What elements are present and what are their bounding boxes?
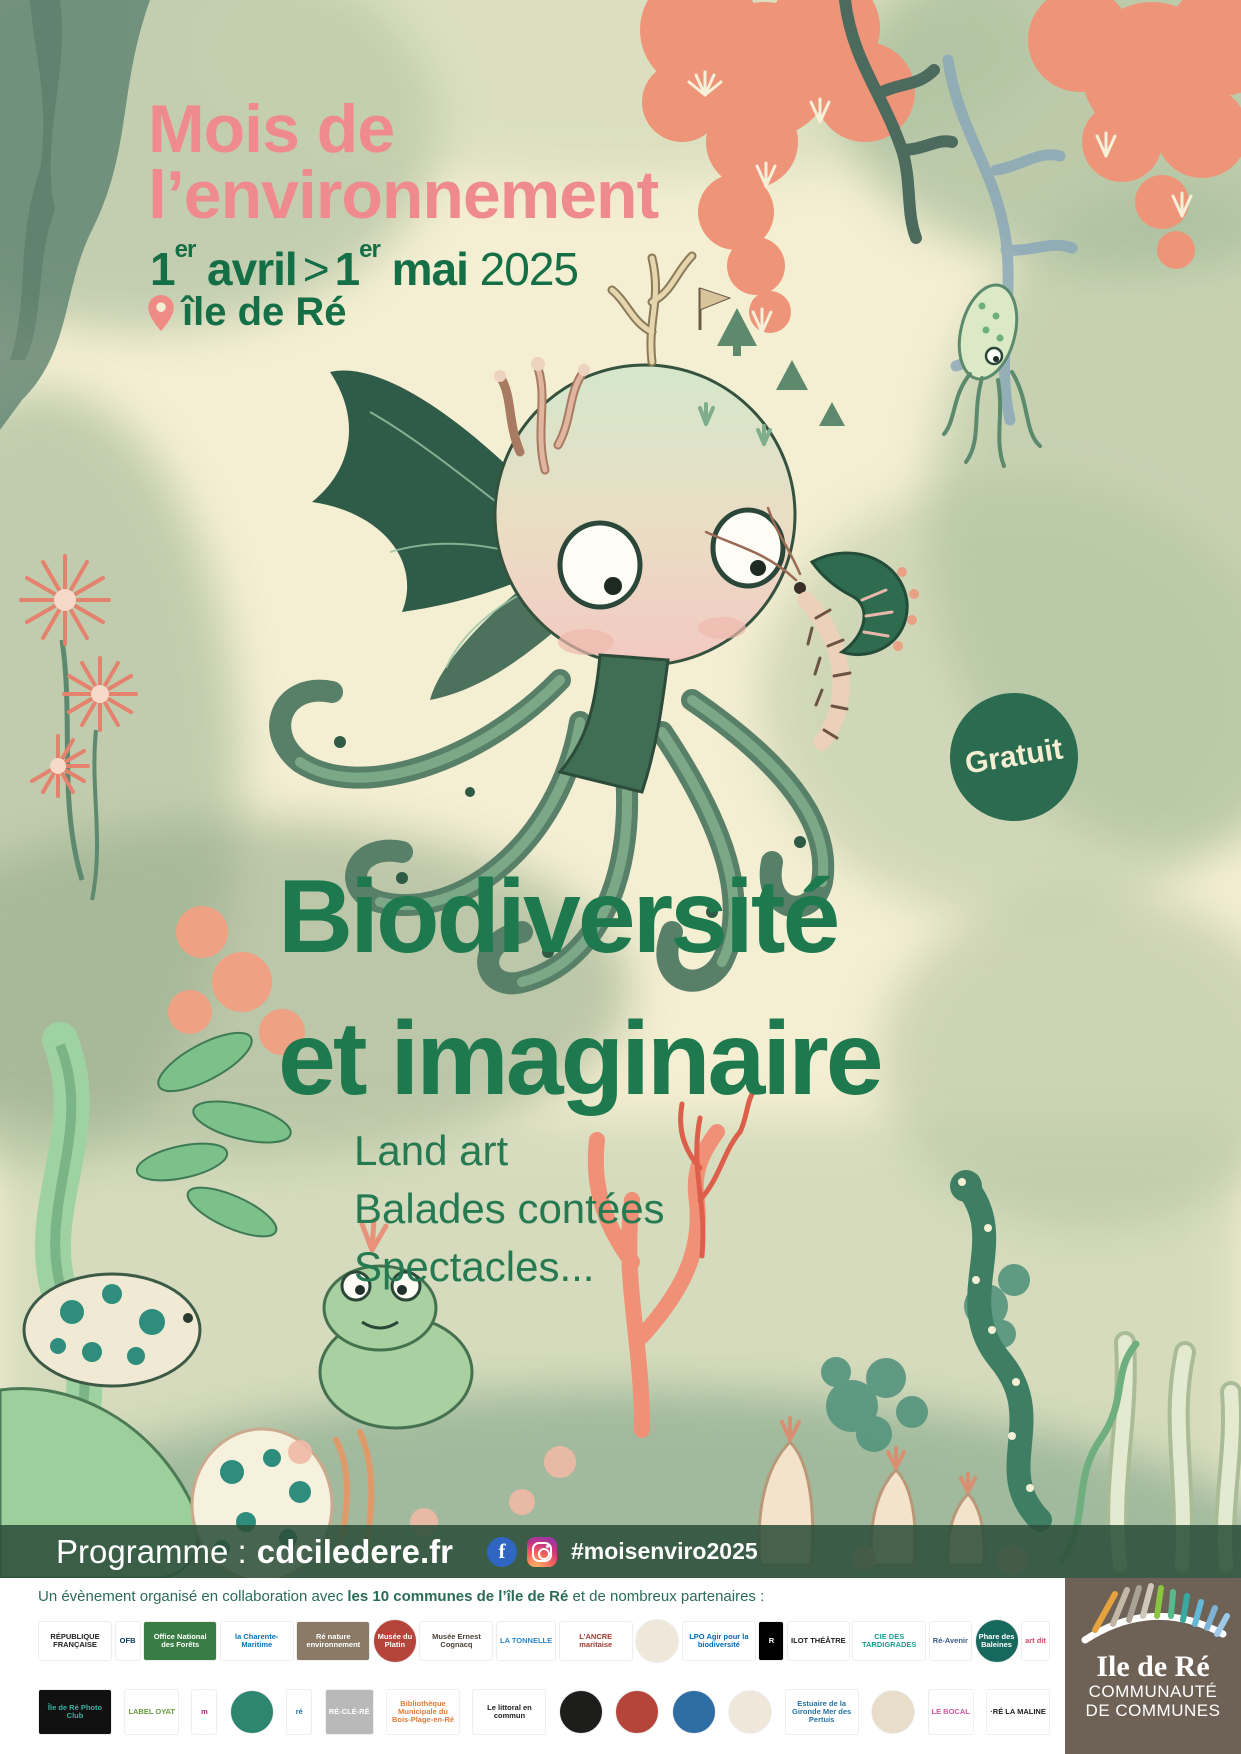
partner-logo: Ré-Avenir — [929, 1621, 972, 1661]
partner-logo — [635, 1619, 679, 1663]
date-start-month: avril — [195, 243, 297, 295]
date-end-ordinal: er — [359, 236, 380, 263]
partner-logo — [615, 1690, 659, 1734]
location-pin-icon — [148, 295, 174, 331]
event-title-line2: l’environnement — [148, 157, 659, 233]
program-url: cdciledere.fr — [256, 1532, 453, 1570]
cdc-name: Ile de Ré — [1096, 1650, 1210, 1683]
credit-line — [38, 1588, 764, 1605]
partner-logo: Le littoral en commun — [472, 1689, 546, 1735]
partner-logo: LPO Agir pour la biodiversité — [682, 1621, 756, 1661]
partner-logo: LE BOCAL — [928, 1689, 974, 1735]
date-start-ordinal: er — [174, 236, 196, 263]
partner-logo: L’ANCRE maritaise — [559, 1621, 633, 1661]
partner-logos-row1 — [38, 1618, 1050, 1664]
activities-list — [354, 1122, 665, 1296]
facebook-icon: f — [487, 1537, 517, 1567]
partner-logo: ILOT THÉÂTRE — [787, 1621, 850, 1661]
activity-item: Spectacles... — [354, 1243, 595, 1290]
partner-logo: LABEL OYAT — [124, 1689, 179, 1735]
partner-logo: R — [758, 1621, 784, 1661]
partner-logo: la Charente-Maritime — [220, 1621, 294, 1661]
partner-logo: Île de Ré Photo Club — [38, 1689, 112, 1735]
partner-logo — [230, 1690, 274, 1734]
partner-logo: OFB — [115, 1621, 141, 1661]
partner-logo: Musée Ernest Cognacq — [419, 1621, 493, 1661]
partner-logo: Estuaire de la Gironde Mer des Pertuis — [785, 1689, 859, 1735]
instagram-icon — [527, 1537, 557, 1567]
credit-prefix: Un évènement organisé en collaboration avec — [38, 1588, 348, 1605]
credit-suffix: et de nombreux partenaires : — [568, 1588, 765, 1605]
activity-item: Balades contées — [354, 1185, 665, 1232]
date-end-month: mai — [379, 243, 468, 295]
cdc-sub1: COMMUNAUTÉ — [1088, 1682, 1218, 1701]
partner-logo — [559, 1690, 603, 1734]
activity-item: Land art — [354, 1127, 509, 1174]
partner-logo: ·RÉ LA MALINE — [986, 1689, 1050, 1735]
partner-logo — [728, 1690, 772, 1734]
date-separator: > — [302, 243, 329, 295]
event-location-label: île de Ré — [182, 290, 347, 334]
event-title — [148, 91, 659, 233]
main-title-line2: et imaginaire — [278, 1001, 881, 1117]
partner-logo: Ré nature environnement — [296, 1621, 370, 1661]
partner-logo: Phare des Baleines — [975, 1619, 1019, 1663]
credit-communes: les 10 communes de l’île de Ré — [347, 1588, 569, 1605]
date-end-day: 1 — [334, 243, 360, 295]
event-location — [148, 290, 347, 335]
partner-logo: ré — [286, 1689, 312, 1735]
cdc-ile-de-re-logo — [1065, 1578, 1241, 1754]
partner-logo: art dit — [1021, 1621, 1050, 1661]
partner-logo: Bibliothèque Municipale du Bois-Plage-en-Ré — [386, 1689, 460, 1735]
free-admission-label: Gratuit — [962, 732, 1066, 781]
partners-footer — [0, 1578, 1241, 1754]
partner-logo: RÉ-CLÉ-RÉ — [325, 1689, 374, 1735]
partner-logo — [672, 1690, 716, 1734]
event-title-line1: Mois de — [148, 91, 395, 167]
partner-logo: CIE DES TARDIGRADES — [852, 1621, 926, 1661]
partner-logo: RÉPUBLIQUE FRANÇAISE — [38, 1621, 112, 1661]
partner-logo: m — [191, 1689, 217, 1735]
program-bar — [0, 1525, 1241, 1578]
date-start-day: 1 — [150, 243, 175, 295]
partner-logo: LA TONNELLE — [496, 1621, 556, 1661]
sea-slug — [24, 1274, 200, 1386]
cdc-sub2: DE COMMUNES — [1085, 1701, 1221, 1720]
colored-sticks-arc-icon — [1073, 1578, 1233, 1650]
event-hashtag: #moisenviro2025 — [570, 1538, 758, 1564]
date-year: 2025 — [467, 243, 579, 295]
partner-logo: Musée du Platin — [373, 1619, 417, 1663]
poster-main-title — [278, 846, 881, 1130]
event-dates — [150, 236, 578, 296]
program-label: Programme : — [56, 1532, 247, 1570]
partner-logo: Office National des Forêts — [143, 1621, 217, 1661]
social-icons — [487, 1537, 557, 1567]
main-title-line1: Biodiversité — [278, 859, 838, 975]
partner-logos-row2 — [38, 1684, 1050, 1740]
partner-logo — [871, 1690, 915, 1734]
